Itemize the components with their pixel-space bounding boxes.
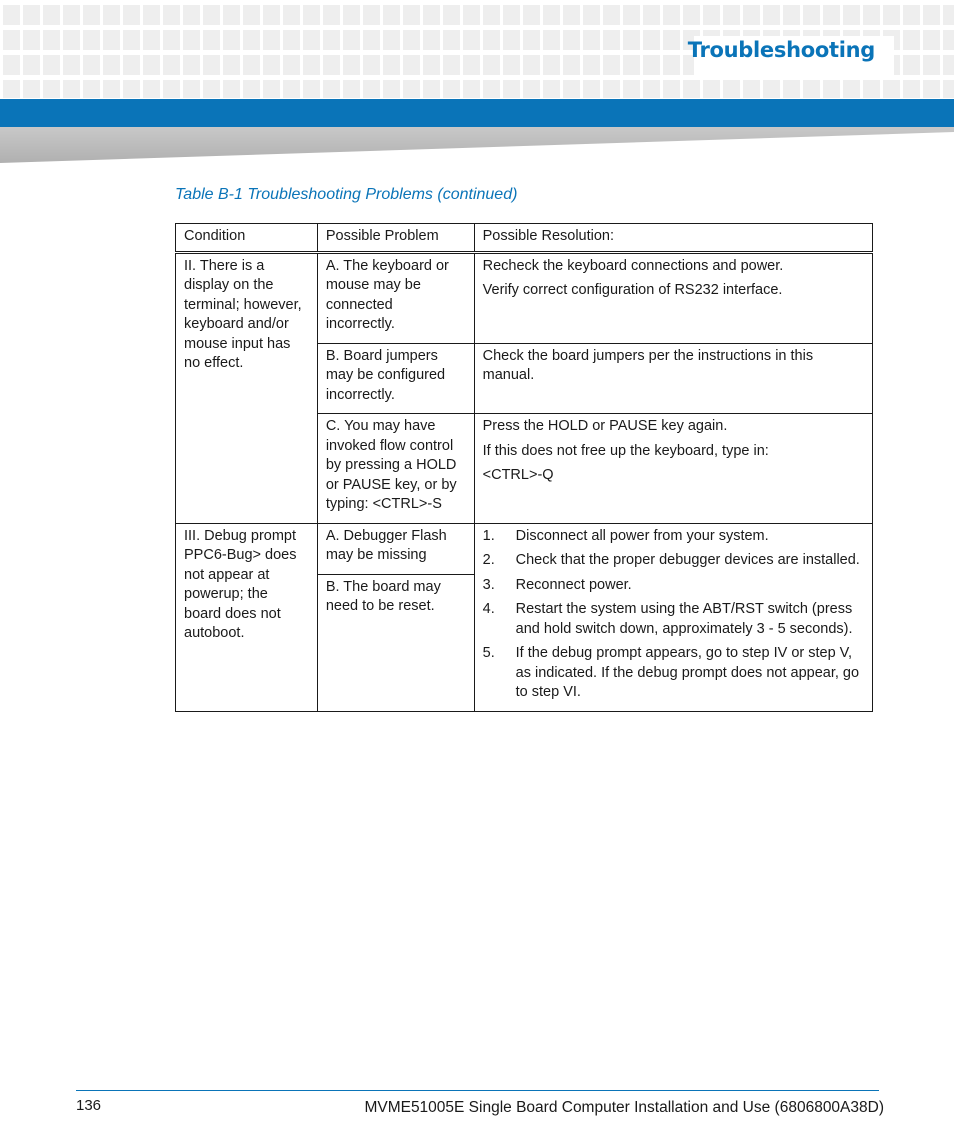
column-header-condition: Condition	[176, 224, 318, 253]
problem-cell: A. Debugger Flash may be missing	[317, 523, 474, 574]
list-item: 3. Reconnect power.	[482, 576, 632, 593]
resolution-text: Press the HOLD or PAUSE key again.	[482, 418, 728, 434]
list-item: 2. Check that the proper debugger devices are installed.	[482, 552, 860, 568]
header-gray-wedge	[0, 127, 954, 163]
list-item: 4. Restart the system using the ABT/RST switch (press and hold switch down, approximately 3 - 5 seconds).	[482, 601, 853, 637]
resolution-cell	[474, 523, 872, 711]
resolution-cell: Check the board jumpers per the instructions in this manual.	[474, 343, 872, 414]
problem-cell: C. You may have invoked flow control by pressing a HOLD or PAUSE key, or by typing: <CTRL>-S	[317, 414, 474, 524]
table-row	[176, 252, 873, 343]
column-header-resolution: Possible Resolution:	[474, 224, 872, 253]
problem-cell: B. The board may need to be reset.	[317, 574, 474, 711]
table-caption: Table B-1 Troubleshooting Problems (continued)	[175, 186, 518, 203]
section-title: Troubleshooting	[687, 38, 875, 62]
header-blue-bar	[0, 99, 954, 127]
resolution-text: Recheck the keyboard connections and power.	[482, 257, 784, 274]
list-item: 1. Disconnect all power from your system.	[482, 527, 769, 544]
footer-rule	[76, 1090, 879, 1091]
list-item: 5. If the debug prompt appears, go to step IV or step V, as indicated. If the debug prompt does not appear, go to step VI.	[482, 645, 860, 700]
resolution-cell	[474, 252, 872, 343]
problem-cell: A. The keyboard or mouse may be connected incorrectly.	[317, 252, 474, 343]
resolution-text: If this does not free up the keyboard, type in:	[482, 442, 769, 459]
table-row	[176, 523, 873, 574]
troubleshooting-table	[175, 223, 873, 712]
condition-cell: III. Debug prompt PPC6-Bug> does not appear at powerup; the board does not autoboot.	[176, 523, 318, 711]
problem-cell: B. Board jumpers may be configured incorrectly.	[317, 343, 474, 414]
page-number: 136	[76, 1097, 102, 1114]
table-header-row	[176, 224, 873, 253]
resolution-text: Verify correct configuration of RS232 interface.	[482, 282, 783, 298]
document-title: MVME51005E Single Board Computer Installation and Use (6806800A38D)	[364, 1099, 884, 1116]
resolution-steps	[483, 527, 864, 703]
resolution-cell	[474, 414, 872, 524]
column-header-problem: Possible Problem	[317, 224, 474, 253]
condition-cell: II. There is a display on the terminal; however, keyboard and/or mouse input has no effect.	[176, 252, 318, 523]
resolution-text: <CTRL>-Q	[482, 467, 554, 483]
